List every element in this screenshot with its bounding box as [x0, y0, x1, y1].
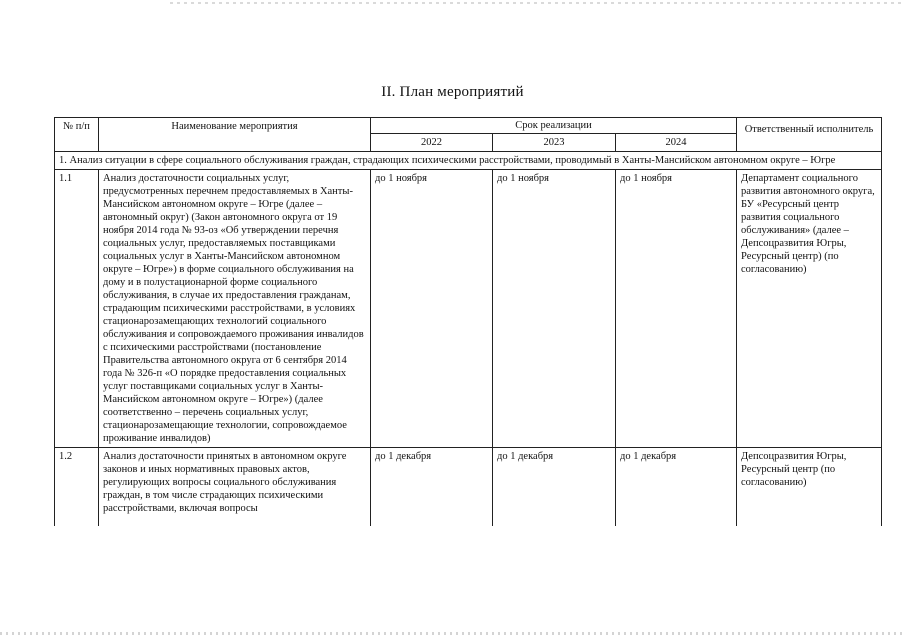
row-deadline-2022: до 1 декабря: [371, 448, 493, 527]
table-row: [55, 448, 882, 527]
row-deadline-2022: до 1 ноября: [371, 170, 493, 448]
row-activity-name-text: Анализ достаточности принятых в автономном округе законов и иных нормативных правовых актов, регулирующих вопросы социального обслуживания граждан, в том числе страдающих психическими расстройствами, включая вопросы: [103, 451, 347, 514]
table-row: [55, 170, 882, 448]
row-deadline-2024: до 1 ноября: [616, 170, 737, 448]
header-year-2023: 2023: [493, 134, 616, 152]
row-executor: Депсоцразвития Югры, Ресурсный центр (по согласованию): [737, 448, 882, 527]
row-number: 1.2: [55, 448, 99, 527]
row-deadline-2023: до 1 декабря: [493, 448, 616, 527]
scan-artifact-top: [170, 2, 905, 4]
header-executor: Ответственный исполнитель: [737, 118, 882, 152]
header-name: Наименование мероприятия: [99, 118, 371, 152]
header-row: [55, 118, 882, 134]
row-number: 1.1: [55, 170, 99, 448]
plan-table: [54, 117, 882, 526]
section-heading: 1. Анализ ситуации в сфере социального обслуживания граждан, страдающих психическими расстройствами, проводимый в Ханты-Мансийском автономном округе – Югре: [55, 152, 882, 170]
page-title: II. План мероприятий: [381, 84, 524, 100]
row-deadline-2023: до 1 ноября: [493, 170, 616, 448]
row-deadline-2024: до 1 декабря: [616, 448, 737, 527]
header-year-2024: 2024: [616, 134, 737, 152]
row-activity-name: Анализ достаточности социальных услуг, предусмотренных перечнем предоставляемых в Ханты-Мансийском автономном округе – Югре (далее – автономный округ) (Закон автономного округа от 19 ноября 2014 года № 93-оз «Об утверждении перечня социальных услуг, предоставляемых поставщиками социальных услуг в Ханты-Мансийском автономном округе – Югре») в форме социального обслуживания на дому и в полустационарной форме социального обслуживания, в случае их предоставления гражданам, страдающим психическими расстройствами, в условиях стационарозамещающих технологий социального обслуживания и сопровождаемого проживания инвалидов с психическими расстройствами (постановление Правительства автономного округа от 6 сентября 2014 года № 326-п «О порядке предоставления социальных услуг поставщиками социальных услуг в Ханты-Мансийском автономном округе – Югре») (далее соответственно – перечень социальных услуг, стационарозамещающие технологии, сопровождаемое проживание инвалидов): [99, 170, 371, 448]
row-activity-name: [99, 448, 371, 527]
header-num: № п/п: [55, 118, 99, 152]
section-row: [55, 152, 882, 170]
header-year-2022: 2022: [371, 134, 493, 152]
row-executor: Департамент социального развития автономного округа, БУ «Ресурсный центр развития социального обслуживания» (далее – Депсоцразвития Югры, Ресурсный центр) (по согласованию): [737, 170, 882, 448]
header-period: Срок реализации: [371, 118, 737, 134]
scan-artifact-bottom: [0, 632, 905, 635]
